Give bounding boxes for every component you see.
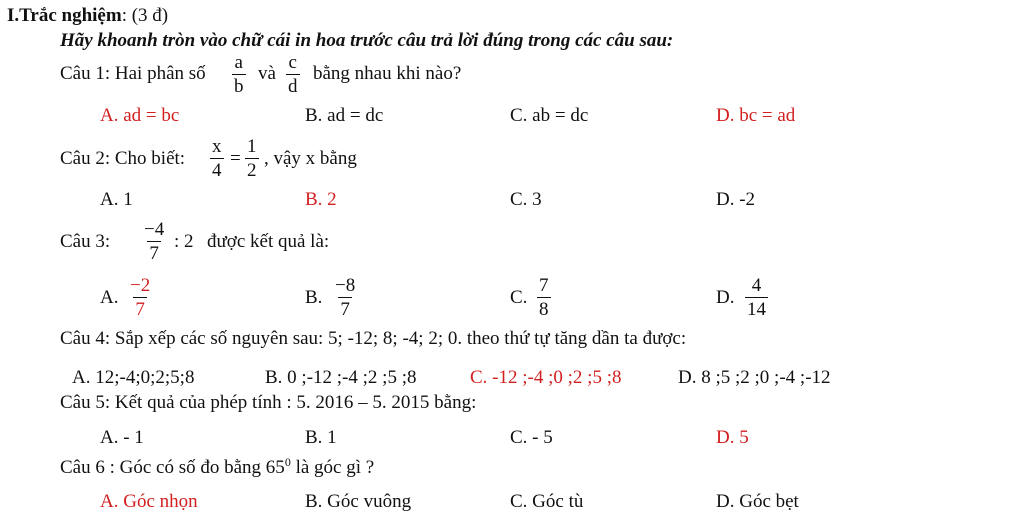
q5-option-c[interactable]: C. - 5 [510, 427, 553, 448]
fraction-denominator: 7 [135, 299, 145, 320]
q6-prefix: Câu 6 : Góc có số đo bằng 65 [60, 457, 285, 478]
fraction-numerator: −4 [144, 219, 165, 240]
instruction-text: Hãy khoanh tròn vào chữ cái in hoa trước câu trả lời đúng trong các câu sau: [60, 30, 674, 51]
section-heading [7, 6, 168, 25]
fraction-numerator: x [212, 136, 222, 157]
q4-option-c[interactable]: C. -12 ;-4 ;0 ;2 ;5 ;8 [470, 367, 622, 388]
q6-option-c[interactable]: C. Góc tù [510, 491, 584, 512]
option-label: A. [100, 287, 119, 308]
q1-option-d[interactable]: D. bc = ad [716, 105, 796, 126]
q3-suffix: được kết quả là: [207, 231, 330, 252]
q5-option-a[interactable]: A. - 1 [100, 427, 144, 448]
q2-prefix: Câu 2: Cho biết: [60, 148, 186, 169]
q6-option-a[interactable]: A. Góc nhọn [100, 491, 198, 512]
section-points: : (3 đ) [121, 5, 169, 26]
q2-equals: = [230, 148, 241, 169]
fraction-denominator: 4 [212, 160, 222, 181]
q6-text [60, 456, 374, 477]
q3-division: : 2 [174, 231, 194, 252]
q6-option-d[interactable]: D. Góc bẹt [716, 491, 799, 512]
q1-suffix: bằng nhau khi nào? [313, 63, 462, 84]
fraction-numerator: 7 [539, 275, 549, 296]
q5-option-b[interactable]: B. 1 [305, 427, 337, 448]
q1-fraction-c-d [286, 53, 300, 96]
fraction-denominator: 7 [149, 243, 159, 264]
degree-superscript: 0 [284, 455, 291, 469]
fraction-numerator: −8 [335, 275, 356, 296]
q5-option-d[interactable]: D. 5 [716, 427, 749, 448]
fraction-denominator: 8 [539, 299, 549, 320]
q3-option-b-fraction [333, 276, 357, 319]
q4-text: Câu 4: Sắp xếp các số nguyên sau: 5; -12; 8; -4; 2; 0. theo thứ tự tăng dần ta được: [60, 328, 687, 349]
q1-mid: và [258, 63, 276, 84]
q1-option-a[interactable]: A. ad = bc [100, 105, 180, 126]
fraction-numerator: a [234, 52, 243, 73]
q1-option-b[interactable]: B. ad = dc [305, 105, 384, 126]
option-label: D. [716, 287, 735, 308]
fraction-denominator: 2 [247, 160, 257, 181]
fraction-denominator: d [288, 76, 298, 97]
fraction-denominator: b [234, 76, 244, 97]
q2-option-c[interactable]: C. 3 [510, 189, 542, 210]
fraction-numerator: −2 [130, 275, 151, 296]
q4-option-a[interactable]: A. 12;-4;0;2;5;8 [72, 367, 195, 388]
q3-option-c-fraction [537, 276, 551, 319]
option-label: C. [510, 287, 528, 308]
q3-fraction-minus4-7 [142, 220, 166, 263]
q2-option-d[interactable]: D. -2 [716, 189, 756, 210]
q6-suffix: là góc gì ? [290, 457, 375, 478]
q3-prefix: Câu 3: [60, 231, 111, 252]
q6-option-b[interactable]: B. Góc vuông [305, 491, 412, 512]
fraction-numerator: 1 [247, 136, 257, 157]
q3-option-a-fraction [128, 276, 152, 319]
fraction-denominator: 7 [340, 299, 350, 320]
option-label: B. [305, 287, 323, 308]
q4-option-d[interactable]: D. 8 ;5 ;2 ;0 ;-4 ;-12 [678, 367, 831, 388]
fraction-numerator: 4 [751, 275, 762, 296]
q5-text: Câu 5: Kết quả của phép tính : 5. 2016 – 5. 2015 bằng: [60, 392, 477, 413]
q2-suffix: , vậy x bằng [264, 148, 357, 169]
fraction-denominator: 14 [747, 299, 766, 320]
q2-option-a[interactable]: A. 1 [100, 189, 133, 210]
fraction-numerator: c [288, 52, 297, 73]
section-title: I.Trắc nghiệm [7, 5, 122, 26]
q3-option-d-fraction [745, 276, 768, 319]
q2-option-b[interactable]: B. 2 [305, 189, 337, 210]
q1-option-c[interactable]: C. ab = dc [510, 105, 589, 126]
q1-prefix: Câu 1: Hai phân số [60, 63, 206, 84]
q4-option-b[interactable]: B. 0 ;-12 ;-4 ;2 ;5 ;8 [265, 367, 417, 388]
q1-fraction-a-b [232, 53, 246, 96]
q2-fraction-x-4 [210, 137, 224, 180]
q2-fraction-1-2 [245, 137, 259, 180]
